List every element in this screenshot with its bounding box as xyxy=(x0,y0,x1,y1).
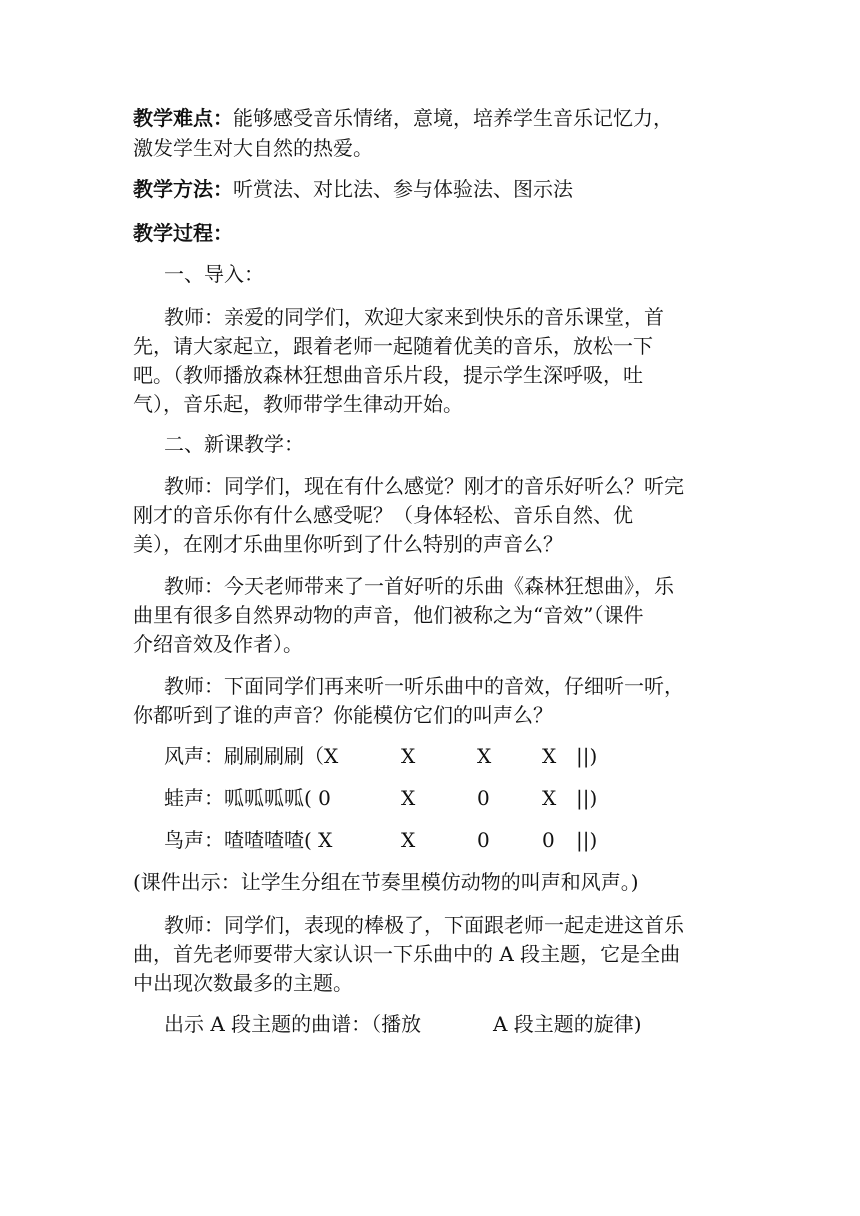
paragraph-line: 中出现次数最多的主题。 xyxy=(133,971,353,995)
paragraph-line: 教师：同学们，表现的棒极了，下面跟老师一起走进这首乐 xyxy=(164,913,684,937)
rhythm-label: 鸟声：喳喳喳喳( X xyxy=(164,828,333,852)
rhythm-beat: X xyxy=(401,786,416,810)
paragraph-line: 你都听到了谁的声音？你能模仿它们的叫声么？ xyxy=(133,703,553,727)
teaching-difficulty xyxy=(133,104,673,132)
rhythm-label: 风声：刷刷刷刷（X xyxy=(164,744,339,768)
rhythm-beat: 0 xyxy=(542,828,555,852)
rhythm-beat: X xyxy=(401,744,416,768)
score-suffix: A 段主题的旋律) xyxy=(493,1012,642,1036)
paragraph-line: 教师：今天老师带来了一首好听的乐曲《森林狂想曲》，乐 xyxy=(164,574,674,598)
paragraph-line: 吧。（教师播放森林狂想曲音乐片段，提示学生深呼吸，吐 xyxy=(133,363,643,387)
section-new-lesson-title: 二、新课教学： xyxy=(164,432,304,456)
teaching-process-heading: 教学过程： xyxy=(133,221,233,245)
method-label: 教学方法： xyxy=(133,177,233,201)
paragraph-line: 教师：同学们，现在有什么感觉？刚才的音乐好听么？听完 xyxy=(164,474,684,498)
teaching-method xyxy=(133,175,573,203)
rhythm-end: ||) xyxy=(576,786,598,810)
paragraph-line: 曲里有很多自然界动物的声音，他们被称之为“音效”（课件 xyxy=(133,603,644,627)
rhythm-beat: 0 xyxy=(477,786,490,810)
rhythm-beat: X xyxy=(477,744,492,768)
rhythm-beat: X xyxy=(401,828,416,852)
rhythm-beat: 0 xyxy=(477,828,490,852)
paragraph-line: 介绍音效及作者）。 xyxy=(133,632,303,656)
rhythm-beat: X xyxy=(542,786,557,810)
paragraph-line: 气），音乐起，教师带学生律动开始。 xyxy=(133,392,463,416)
paragraph-line: 曲，首先老师要带大家认识一下乐曲中的 A 段主题，它是全曲 xyxy=(133,942,681,966)
score-prefix: 出示 A 段主题的曲谱：（播放 xyxy=(164,1012,422,1036)
method-text: 听赏法、对比法、参与体验法、图示法 xyxy=(233,177,573,201)
courseware-note: (课件出示：让学生分组在节奏里模仿动物的叫声和风声。) xyxy=(133,870,639,894)
rhythm-end: ||) xyxy=(576,744,598,768)
paragraph-line: 刚才的音乐你有什么感受呢？（身体轻松、音乐自然、优 xyxy=(133,503,633,527)
rhythm-end: ||) xyxy=(576,828,598,852)
rhythm-label: 蛙声：呱呱呱呱( 0 xyxy=(164,786,331,810)
difficulty-text: 能够感受音乐情绪，意境，培养学生音乐记忆力， xyxy=(233,106,673,130)
section-intro-title: 一、导入： xyxy=(164,262,264,286)
paragraph-line: 教师：亲爱的同学们，欢迎大家来到快乐的音乐课堂，首 xyxy=(164,305,664,329)
difficulty-label: 教学难点： xyxy=(133,106,233,130)
difficulty-text-cont: 激发学生对大自然的热爱。 xyxy=(133,136,373,160)
paragraph-line: 美），在刚才乐曲里你听到了什么特别的声音么？ xyxy=(133,532,563,556)
paragraph-line: 先，请大家起立，跟着老师一起随着优美的音乐，放松一下 xyxy=(133,334,653,358)
rhythm-beat: X xyxy=(542,744,557,768)
paragraph-line: 教师：下面同学们再来听一听乐曲中的音效，仔细听一听， xyxy=(164,674,684,698)
